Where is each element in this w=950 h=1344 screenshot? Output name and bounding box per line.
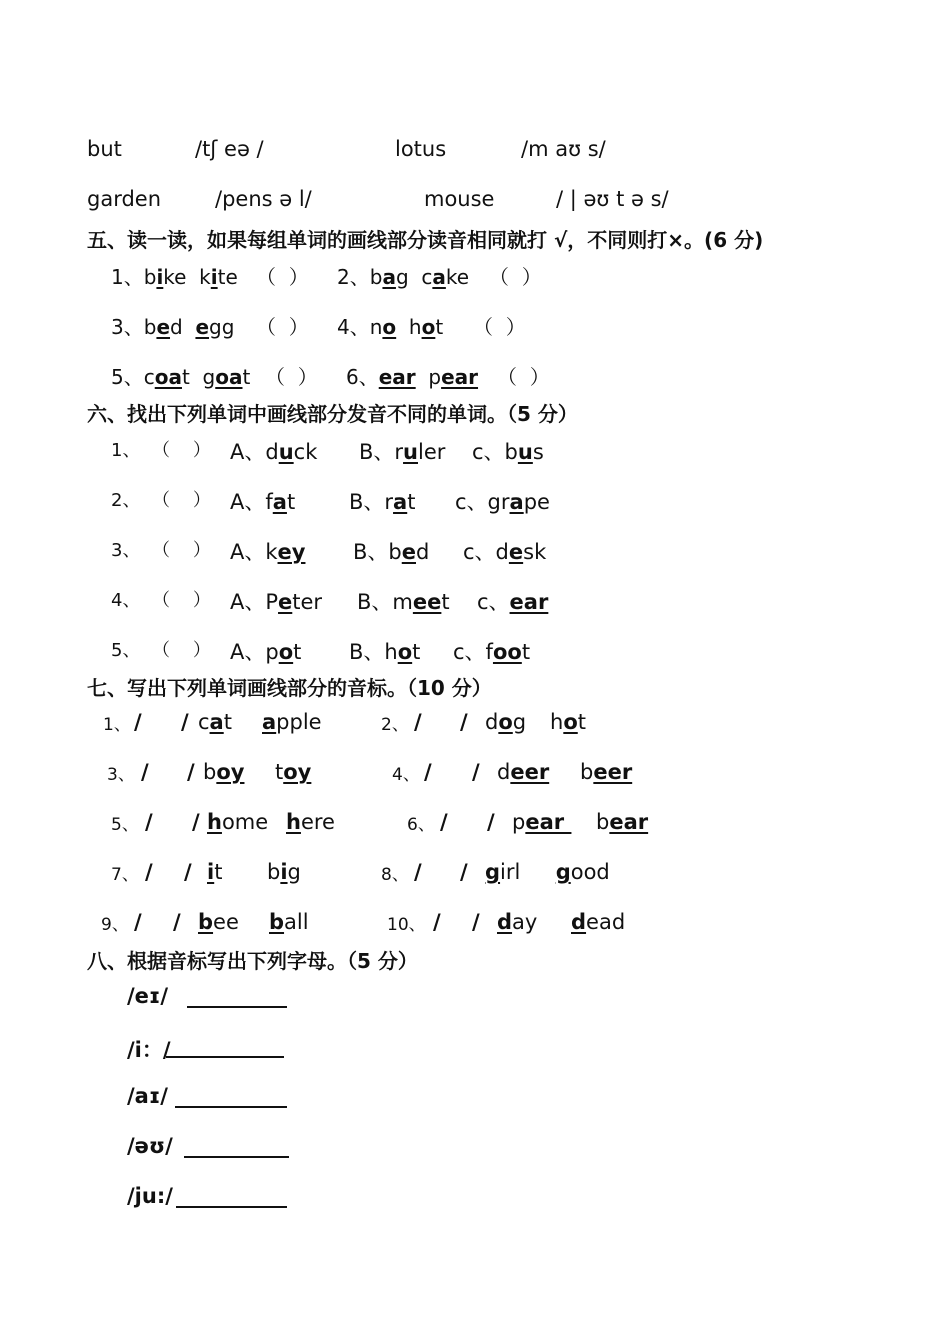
text-segment: A、k [230, 540, 278, 564]
item-number: 3、 [111, 315, 144, 339]
sec5-item [111, 361, 250, 390]
text-segment: A、f [230, 490, 273, 514]
slash-open: / [145, 860, 153, 884]
item-number: 9、 [101, 915, 129, 935]
word-2 [596, 810, 648, 834]
text-segment: b [580, 760, 594, 784]
text-segment: A、p [230, 640, 279, 664]
text-segment: t [214, 860, 223, 884]
slash-open: / [414, 860, 422, 884]
underlined-letters: e [278, 590, 293, 614]
text-segment: b [203, 760, 217, 784]
slash-close: / [181, 710, 189, 734]
word-2 [580, 760, 632, 784]
underlined-letters: a [509, 490, 524, 514]
text-segment: b [596, 810, 610, 834]
answer-parentheses: （ ） [152, 540, 211, 561]
item-number: 4、 [111, 590, 141, 611]
underlined-letters: g [555, 860, 571, 884]
section-7-title: 七、写出下列单词画线部分的音标。（10 分） [87, 676, 492, 700]
text-segment: pe [523, 490, 550, 514]
text-segment: ome [221, 810, 269, 834]
text-segment: h [402, 315, 422, 339]
underlined-letters: b [269, 910, 285, 934]
slash-close: / [192, 810, 200, 834]
text-segment: c、gr [455, 490, 510, 514]
text-segment: s [532, 440, 544, 464]
slash-close: / [187, 760, 195, 784]
text-segment: d [485, 710, 499, 734]
text-segment: ee [213, 910, 239, 934]
sec5-item [111, 261, 238, 290]
underlined-letters: h [207, 810, 222, 834]
text-segment: c、d [463, 540, 509, 564]
text-segment: g [196, 365, 216, 389]
answer-parentheses: （ ） [256, 265, 309, 289]
word-2 [549, 860, 610, 884]
answer-blank[interactable] [184, 1156, 289, 1158]
sec5-item [111, 311, 234, 340]
underlined-letters: oa [215, 365, 243, 389]
vocab-word: but [87, 137, 122, 161]
underlined-letters: d [571, 910, 587, 934]
underlined-letters: i [156, 265, 164, 289]
underlined-letters: o [563, 710, 578, 734]
text-segment: c [415, 265, 433, 289]
text-segment: c [143, 365, 155, 389]
option-c [472, 436, 544, 466]
text-segment: g [287, 860, 301, 884]
underlined-letters: a [382, 265, 396, 289]
text-segment: b [267, 860, 281, 884]
sec5-item [337, 261, 469, 290]
item-number: 2、 [111, 490, 141, 511]
option-c [463, 536, 546, 566]
underlined-letters: b [198, 910, 214, 934]
underlined-letters: ey [277, 540, 306, 564]
text-segment: c [198, 710, 210, 734]
underlined-letters: i [280, 860, 288, 884]
text-segment: B、h [349, 640, 398, 664]
slash-close: / [487, 810, 495, 834]
text-segment: c、f [453, 640, 493, 664]
sec5-item [337, 311, 443, 340]
underlined-letters: eer [510, 760, 550, 784]
text-segment: k [192, 265, 211, 289]
item-number: 1、 [111, 265, 144, 289]
vocab-ipa: /m aʊ s/ [521, 137, 606, 161]
underlined-letters: i [207, 860, 215, 884]
word-2 [286, 810, 335, 834]
word-2 [267, 860, 301, 884]
text-segment: d [497, 760, 511, 784]
underlined-letters: ee [412, 590, 442, 614]
answer-parentheses: （ ） [256, 315, 309, 339]
item-number: 1、 [111, 440, 141, 461]
text-segment: ke [445, 265, 470, 289]
underlined-letters: e [401, 540, 416, 564]
slash-close: / [460, 860, 468, 884]
option-a [230, 586, 322, 616]
answer-parentheses: （ ） [489, 265, 542, 289]
text-segment: t [407, 490, 416, 514]
option-b [349, 486, 415, 516]
option-c [453, 636, 530, 666]
text-segment: t [181, 365, 197, 389]
item-number: 1、 [103, 715, 131, 735]
text-segment: g [512, 710, 527, 734]
text-segment: t [223, 710, 232, 734]
underlined-letters: e [508, 540, 524, 564]
word-1 [203, 760, 244, 784]
phonetic-symbol: /i：/ [127, 1038, 171, 1062]
item-number: 2、 [337, 265, 370, 289]
text-segment: pple [276, 710, 322, 734]
underlined-letters: o [397, 640, 413, 664]
text-segment: b [143, 265, 157, 289]
text-segment: t [242, 365, 251, 389]
vocab-word: lotus [395, 137, 447, 161]
underlined-letters: i [210, 265, 218, 289]
underlined-letters: o [498, 710, 513, 734]
answer-blank[interactable] [166, 1056, 284, 1058]
item-number: 3、 [111, 540, 141, 561]
text-segment: t [275, 760, 284, 784]
underlined-letters: o [382, 315, 397, 339]
word-1 [485, 860, 520, 884]
slash-open: / [433, 910, 441, 934]
word-1 [207, 860, 222, 884]
option-b [349, 636, 420, 666]
item-number: 2、 [381, 715, 409, 735]
slash-open: / [141, 760, 149, 784]
answer-parentheses: （ ） [152, 590, 211, 611]
underlined-letters: o [278, 640, 294, 664]
text-segment: A、P [230, 590, 279, 614]
item-number: 7、 [111, 865, 139, 885]
underlined-letters: ear [378, 365, 416, 389]
underlined-letters: e [156, 315, 171, 339]
text-segment: g [395, 265, 415, 289]
vocab-ipa: / | əʊ t ə s/ [556, 187, 669, 211]
underlined-letters: oy [216, 760, 245, 784]
vocab-word: mouse [424, 187, 495, 211]
vocab-ipa: /tʃ eə / [195, 137, 264, 161]
underlined-letters: h [286, 810, 301, 834]
text-segment: B、r [359, 440, 404, 464]
underlined-letters: oo [492, 640, 522, 664]
section-6-title: 六、找出下列单词中画线部分发音不同的单词。（5 分） [87, 402, 578, 426]
slash-close: / [460, 710, 468, 734]
underlined-letters: u [517, 440, 533, 464]
text-segment: te [217, 265, 238, 289]
item-number: 4、 [337, 315, 370, 339]
underlined-letters: a [432, 265, 446, 289]
underlined-letters: a [262, 710, 277, 734]
phonetic-symbol: /eɪ/ [127, 984, 169, 1008]
text-segment: B、m [357, 590, 413, 614]
text-segment: t [521, 640, 531, 664]
slash-close: / [173, 910, 181, 934]
text-segment: A、d [230, 440, 279, 464]
phonetic-symbol: /ju:/ [127, 1184, 173, 1208]
underlined-letters: g [485, 860, 501, 884]
text-segment: t [441, 590, 450, 614]
word-2 [262, 710, 322, 734]
item-number: 3、 [107, 765, 135, 785]
option-c [455, 486, 550, 516]
item-number: 5、 [111, 815, 139, 835]
word-2 [275, 760, 311, 784]
underlined-letters: oa [154, 365, 182, 389]
text-segment: gg [209, 315, 235, 339]
section-5-title: 五、读一读，如果每组单词的画线部分读音相同就打 √，不同则打×。(6 分) [87, 228, 764, 252]
item-number: 8、 [381, 865, 409, 885]
slash-open: / [134, 910, 142, 934]
vocab-word: garden [87, 187, 162, 211]
word-1 [497, 910, 537, 934]
text-segment: ter [292, 590, 323, 614]
word-1 [512, 810, 571, 834]
text-segment: p [512, 810, 526, 834]
answer-parentheses: （ ） [152, 440, 211, 461]
underlined-letters: ear [609, 810, 649, 834]
underlined-letters: eer [593, 760, 633, 784]
word-1 [207, 810, 268, 834]
text-segment: all [284, 910, 309, 934]
item-number: 6、 [407, 815, 435, 835]
item-number: 10、 [387, 915, 426, 935]
underlined-letters: e [195, 315, 210, 339]
word-2 [269, 910, 309, 934]
option-a [230, 486, 295, 516]
underlined-letters: o [421, 315, 436, 339]
slash-close: / [184, 860, 192, 884]
slash-open: / [145, 810, 153, 834]
underlined-letters: u [278, 440, 294, 464]
option-b [359, 436, 445, 466]
slash-close: / [472, 910, 480, 934]
text-segment: d [416, 540, 430, 564]
answer-parentheses: （ ） [497, 365, 550, 389]
underlined-letters: a [393, 490, 408, 514]
option-b [353, 536, 429, 566]
word-2 [571, 910, 625, 934]
text-segment: ood [570, 860, 610, 884]
option-a [230, 436, 317, 466]
word-1 [485, 710, 526, 734]
text-segment: d [170, 315, 190, 339]
answer-blank[interactable] [187, 1006, 287, 1008]
text-segment: ler [418, 440, 446, 464]
option-c [477, 586, 548, 616]
text-segment: c、b [472, 440, 518, 464]
text-segment: b [369, 265, 383, 289]
text-segment: n [369, 315, 383, 339]
underlined-letters: a [209, 710, 224, 734]
text-segment: ay [512, 910, 538, 934]
underlined-letters: ear [509, 590, 549, 614]
text-segment: t [435, 315, 444, 339]
slash-close: / [472, 760, 480, 784]
vocab-ipa: /pens ə l/ [215, 187, 312, 211]
text-segment: p [422, 365, 442, 389]
word-2 [550, 710, 586, 734]
word-1 [497, 760, 549, 784]
text-segment: b [143, 315, 157, 339]
text-segment: ere [300, 810, 335, 834]
underlined-letters: oy [283, 760, 312, 784]
item-number: 4、 [392, 765, 420, 785]
text-segment: t [293, 640, 302, 664]
answer-blank[interactable] [176, 1206, 287, 1208]
sec5-item [346, 361, 478, 390]
slash-open: / [414, 710, 422, 734]
text-segment: irl [500, 860, 521, 884]
text-segment: ke [163, 265, 193, 289]
underlined-letters: u [403, 440, 418, 464]
text-segment: ck [293, 440, 318, 464]
text-segment: t [286, 490, 296, 514]
answer-parentheses: （ ） [152, 640, 211, 661]
word-1 [198, 710, 232, 734]
answer-parentheses: （ ） [265, 365, 318, 389]
underlined-letters: a [272, 490, 287, 514]
underlined-letters: d [497, 910, 513, 934]
answer-blank[interactable] [175, 1106, 287, 1108]
item-number: 5、 [111, 365, 144, 389]
section-8-title: 八、根据音标写出下列字母。（5 分） [87, 949, 418, 973]
phonetic-symbol: /əʊ/ [127, 1134, 173, 1158]
option-b [357, 586, 450, 616]
text-segment: ead [586, 910, 626, 934]
slash-open: / [440, 810, 448, 834]
text-segment: h [550, 710, 564, 734]
slash-open: / [424, 760, 432, 784]
text-segment: B、b [353, 540, 402, 564]
item-number: 5、 [111, 640, 141, 661]
slash-open: / [134, 710, 142, 734]
text-segment: c、 [477, 590, 510, 614]
answer-parentheses: （ ） [473, 315, 526, 339]
underlined-letters: ear [525, 810, 572, 834]
item-number: 6、 [346, 365, 379, 389]
underlined-letters: ear [441, 365, 479, 389]
text-segment: sk [523, 540, 547, 564]
option-a [230, 536, 305, 566]
text-segment [549, 860, 556, 884]
text-segment: t [412, 640, 421, 664]
text-segment: B、r [349, 490, 394, 514]
answer-parentheses: （ ） [152, 490, 211, 511]
text-segment: t [577, 710, 586, 734]
word-1 [198, 910, 239, 934]
phonetic-symbol: /aɪ/ [127, 1084, 168, 1108]
option-a [230, 636, 301, 666]
